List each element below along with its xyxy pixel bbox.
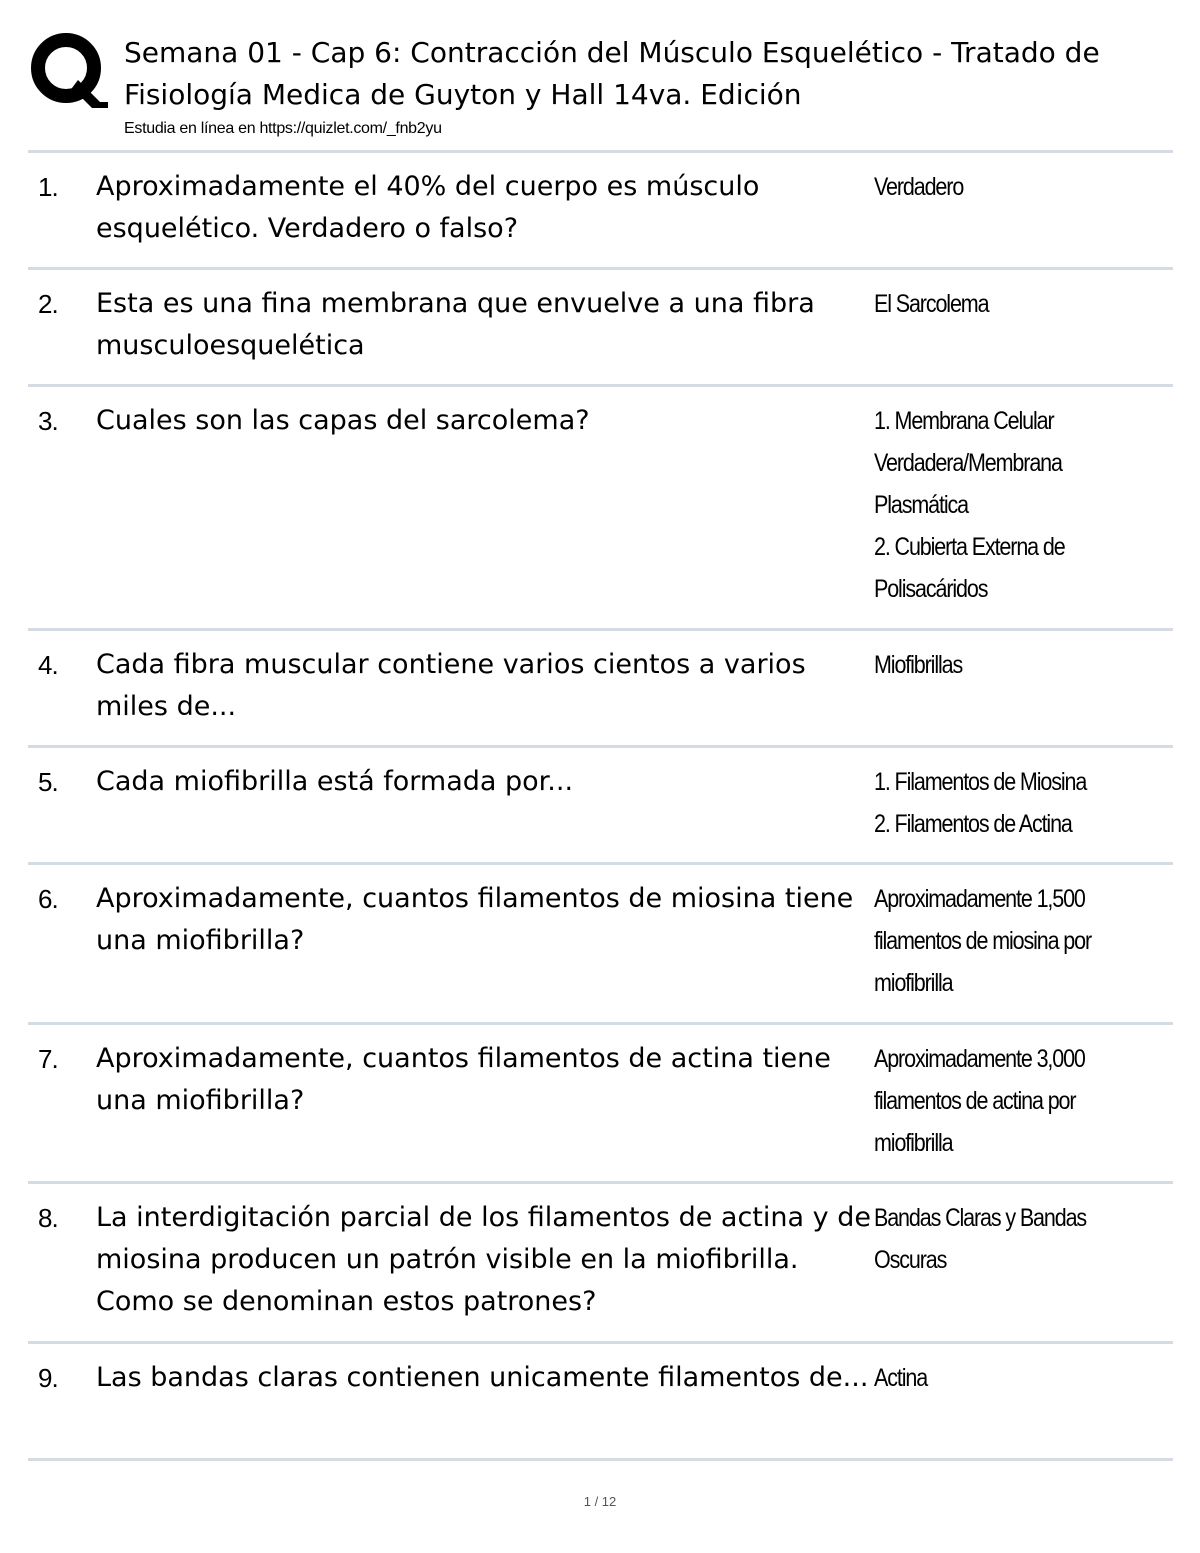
card-number: 3.: [38, 406, 58, 436]
card-number: 2.: [38, 289, 58, 319]
divider: [28, 1181, 1173, 1184]
card-definition: Actina: [874, 1364, 928, 1392]
divider: [28, 267, 1173, 270]
card-number: 9.: [38, 1363, 58, 1393]
card-definition: Bandas Claras y Bandas Oscuras: [874, 1204, 1087, 1274]
divider: [28, 862, 1173, 865]
card-definition: Verdadero: [874, 173, 964, 201]
card-term: Aproximadamente, cuantos filamentos de actina tiene una miofibrilla?: [96, 1043, 831, 1116]
card-term: Cada miofibrilla está formada por...: [96, 766, 574, 797]
divider: [28, 628, 1173, 631]
card-term: Esta es una fina membrana que envuelve a una fibra musculoesquelética: [96, 288, 815, 361]
divider: [28, 1458, 1173, 1461]
page-title: Semana 01 - Cap 6: Contracción del Músculo Esquelético - Tratado de Fisiología Medica de Guyton y Hall 14va. Edición: [124, 36, 1100, 111]
card-number: 1.: [38, 172, 58, 202]
card-term: Cada fibra muscular contiene varios cientos a varios miles de...: [96, 649, 806, 722]
card-term: Cuales son las capas del sarcolema?: [96, 405, 590, 436]
card-definition: 1. Membrana Celular Verdadera/Membrana Plasmática 2. Cubierta Externa de Polisacáridos: [874, 407, 1065, 603]
card-number: 7.: [38, 1044, 58, 1074]
divider: [28, 384, 1173, 387]
card-definition: Aproximadamente 1,500 filamentos de miosina por miofibrilla: [874, 885, 1092, 997]
divider: [28, 1341, 1173, 1344]
divider: [28, 745, 1173, 748]
card-definition: El Sarcolema: [874, 290, 989, 318]
card-term: La interdigitación parcial de los filamentos de actina y de miosina producen un patrón visible en la miofibrilla. Como se denominan estos patrones?: [96, 1202, 871, 1317]
page-number: 1 / 12: [583, 1494, 617, 1509]
divider: [28, 150, 1173, 153]
card-number: 8.: [38, 1203, 58, 1233]
card-definition: 1. Filamentos de Miosina 2. Filamentos de Actina: [874, 768, 1087, 838]
card-definition: Miofibrillas: [874, 651, 963, 679]
card-term: Aproximadamente, cuantos filamentos de miosina tiene una miofibrilla?: [96, 883, 854, 956]
card-number: 4.: [38, 650, 58, 680]
card-number: 6.: [38, 884, 58, 914]
card-term: Las bandas claras contienen unicamente filamentos de...: [96, 1362, 869, 1393]
study-online-link[interactable]: Estudia en línea en https://quizlet.com/_fnb2yu: [124, 120, 442, 137]
divider: [28, 1022, 1173, 1025]
card-number: 5.: [38, 767, 58, 797]
card-definition: Aproximadamente 3,000 filamentos de actina por miofibrilla: [874, 1045, 1085, 1157]
quizlet-logo-icon: [28, 30, 108, 110]
card-term: Aproximadamente el 40% del cuerpo es músculo esquelético. Verdadero o falso?: [96, 171, 760, 244]
